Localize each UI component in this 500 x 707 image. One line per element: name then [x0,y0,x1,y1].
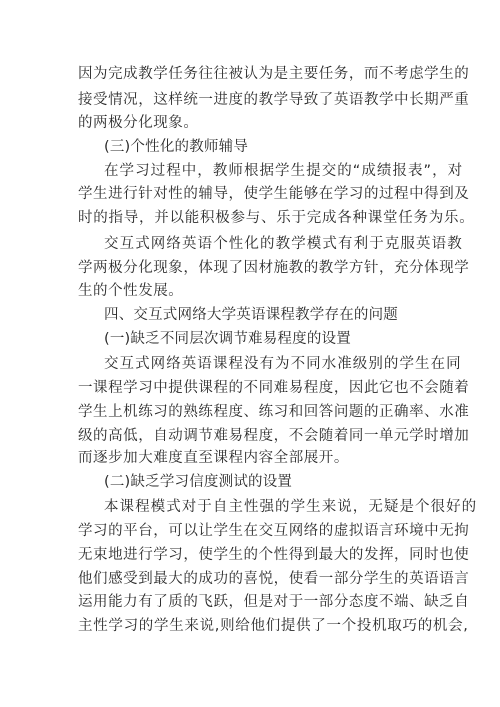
text-line: 主性学习的学生来说,则给他们提供了一个投机取巧的机会, [78,618,469,634]
text-line: 他们感受到最大的成功的喜悦，使看一部分学生的英语语言 [78,571,470,587]
text-line: 级的高低，自动调节难易程度，不会随着同一单元学时增加 [78,428,470,444]
text-line: 时的指导，并以能积极参与、乐于完成各种课堂任务为乐。 [78,210,475,226]
text-line: 学生上机练习的熟练程度、练习和回答问题的正确率、水准 [78,404,470,420]
subsection-heading: (一)缺乏不同层次调节难易程度的设置 [104,331,351,347]
text-line: 在学习过程中，教师根据学生提交的“成绩报表”，对 [104,163,464,179]
text-line: 本课程模式对于自主性强的学生来说，无疑是个很好的 [104,499,478,515]
text-line: 学习的平台，可以让学生在交互网络的虚拟语言环境中无拘 [78,523,470,539]
section-heading: (三)个性化的教师辅导 [104,139,249,155]
text-line: 学两极分化现象，体现了因材施教的教学方针，充分体现学 [78,260,470,276]
text-line: 运用能力有了质的飞跃，但是对于一部分态度不端、缺乏自 [78,594,470,610]
text-line: 的两极分化现象。 [78,115,199,131]
text-line: 学生进行针对性的辅导，使学生能够在学习的过程中得到及 [78,186,470,202]
text-line: 因为完成教学任务往往被认为是主要任务，而不考虑学生的 [78,66,470,82]
text-line: 而逐步加大难度直至课程内容全部展开。 [78,450,349,466]
section-heading: 四、交互式网络大学英语课程教学存在的问题 [104,307,398,323]
text-line: 一课程学习中提供课程的不同难易程度，因此它也不会随着 [78,380,470,396]
text-line: 交互式网络英语个性化的教学模式有利于克服英语教 [104,236,463,252]
text-line: 无束地进行学习，使学生的个性得到最大的发挥，同时也使 [78,547,470,563]
text-line: 生的个性发展。 [78,283,184,299]
subsection-heading: (二)缺乏学习信度测试的设置 [104,474,293,490]
text-line: 交互式网络英语课程没有为不同水准级别的学生在同 [104,356,462,372]
text-line: 接受情况，这样统一进度的教学导致了英语教学中长期严重 [78,92,470,108]
